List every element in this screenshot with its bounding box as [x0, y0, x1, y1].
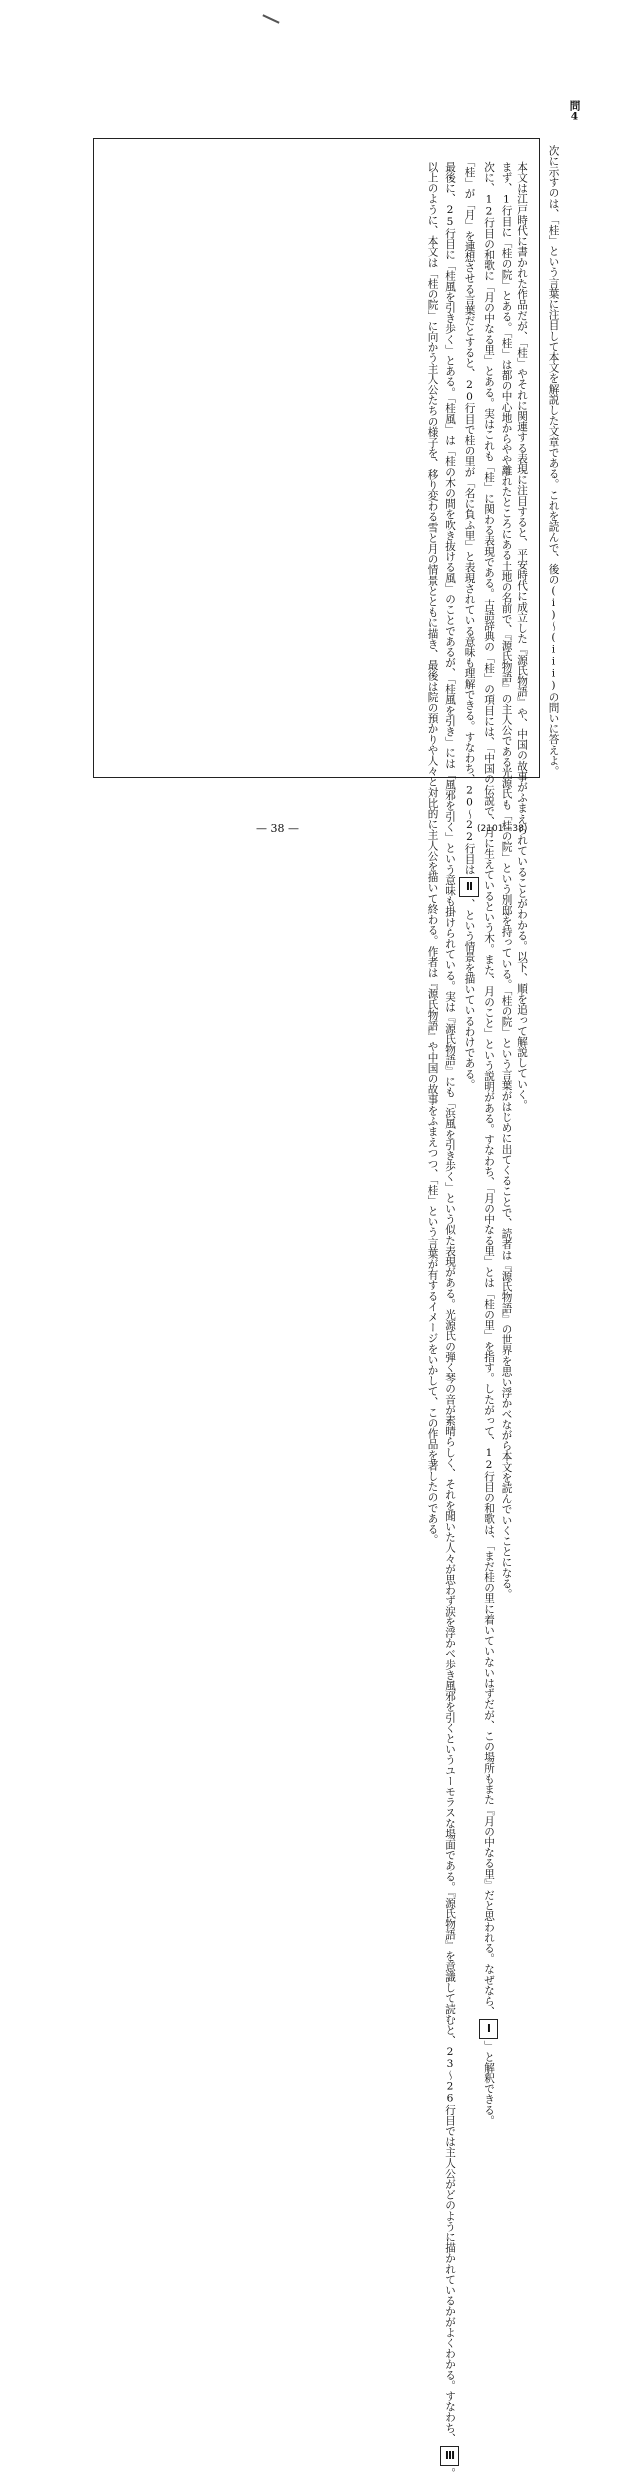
blank-box-2: Ⅱ	[459, 877, 479, 897]
paragraph-5: 最後に、25行目に「桂風を引き歩く」とある。「桂風」は「桂の木の間を吹き抜ける風」のことであるが、「桂風を引き」には「風邪を引く」という意味も掛けられている。実は『源氏物語』にも「浜風を引き歩く」という似た表現がある。光源氏の弾く琴の音が素晴らしく、それを聞いた人々が思わず涙を浮かべ歩き風邪を引くというユーモラスな場面である。『源氏物語』を意識して読むと、23〜26行目では主人公がどのように描かれているかがよくわかる。すなわち、Ⅲ。	[440, 151, 460, 761]
paragraph-2: まず、1行目に「桂の院」とある。「桂」は都の中心地からやや離れたところにある土地の名前で、『源氏物語』の主人公である光源氏も「桂の院」という別邸を持っている。「桂の院」という言葉がはじめに出てくることで、読者は『源氏物語』の世界を思い浮かべながら本文を読んでいくことになる。	[500, 161, 513, 1600]
blank-box-3: Ⅲ	[440, 2446, 460, 2466]
paragraph-4: 「桂」が「月」を連想させる言葉だとすると、20行目で桂の里が「名に負ふ里」と表現されている意味も理解できる。すなわち、20〜22行目はⅡ、という情景を描いているわけである。	[459, 151, 479, 761]
scan-mark	[262, 14, 279, 23]
question-prompt: 次に示すのは、「桂」という言葉に注目して本文を解説した文章である。これを読んで、後の(i)〜(iii)の問いに答えよ。	[547, 145, 560, 777]
paragraph-1: 本文は江戸時代に書かれた作品だが、「桂」やそれに関連する表現に注目すると、平安時代に成立した『源氏物語』や、中国の故事がふまえられていることがわかる。以下、順を追って解説していく。	[516, 161, 528, 1111]
page-number: — 38 —	[256, 822, 299, 835]
paragraph-6: 以上のように、本文は「桂の院」に向かう主人公たちの様子を、移り変わる雪と月の情景とともに描き、最後は院の預かりや人々と対比的に主人公を描いて終わる。作者は『源氏物語』や中国の故事をふまえつつ、「桂」という言葉が有するイメージをいかして、この作品を著したのである。	[426, 161, 439, 1545]
question-label: 問4	[568, 100, 581, 123]
paragraph-3: 次に、12行目の和歌に「月の中なる里」とある。実はこれも「桂」に関わる表現である。古語辞典の「桂」の項目には、「中国の伝説で、月に生えているという木。また、月のこと」という説明がある。すなわち、「月の中なる里」とは「桂の里」を指す。したがって、12行目の和歌は、「まだ桂の里に着いていないはずだが、この場所もまた『月の中なる里』だと思われる。なぜなら、Ⅰ」と解釈できる。	[479, 151, 499, 761]
blank-box-1: Ⅰ	[479, 2019, 499, 2039]
exam-code: (2101—38)	[477, 824, 528, 834]
